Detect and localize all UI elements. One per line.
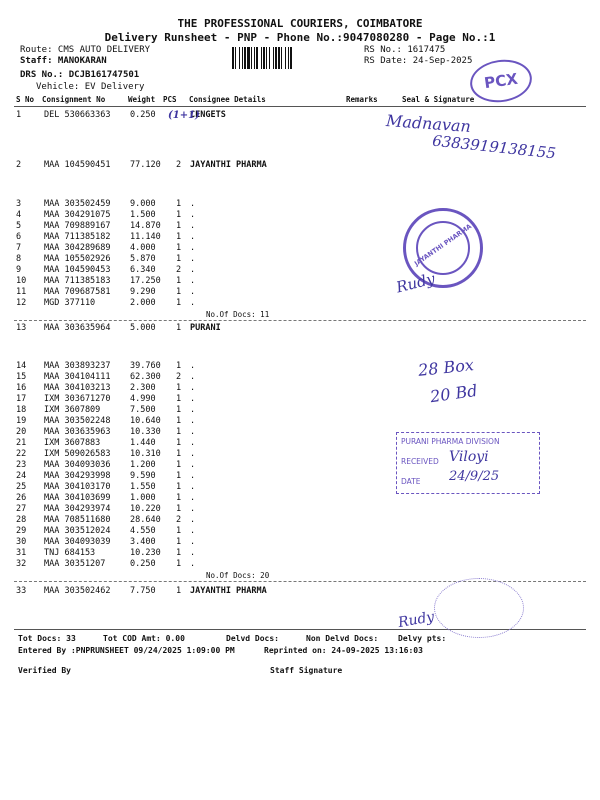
handwritten-boxes-2: 20 Bd [428,380,479,407]
row-pcs: 2 [176,160,182,170]
row-consignee: . [190,504,196,514]
row-weight: 5.870 [130,254,156,264]
row-sno: 23 [16,460,27,470]
row-consignment-no: MAA 709889167 [44,221,111,231]
row-weight: 10.330 [130,427,161,437]
route-label: Route: CMS AUTO DELIVERY [20,45,151,55]
table-row [0,537,600,548]
row-consignee: . [190,383,196,393]
row-sno: 16 [16,383,27,393]
row-consignment-no: MAA 304093039 [44,537,111,547]
row-consignment-no: MAA 304103170 [44,482,111,492]
barcode [232,47,360,69]
table-row [0,416,600,427]
col-sno: S No [16,95,35,104]
row-consignee: . [190,493,196,503]
row-pcs: 1 [176,548,182,558]
row-consignee: . [190,254,196,264]
footer-non-delvd: Non Delvd Docs: [306,634,379,643]
runsheet-subtitle: Delivery Runsheet - PNP - Phone No.:9047080280 - Page No.:1 [104,31,496,44]
row-consignee: . [190,482,196,492]
row-consignment-no: MAA 304289689 [44,243,111,253]
row-pcs: 1 [176,471,182,481]
row-weight: 1.440 [130,438,156,448]
table-row [0,548,600,559]
row-sno: 6 [16,232,22,242]
row-pcs: 1 [176,199,182,209]
row-sno: 4 [16,210,22,220]
row-pcs: 2 [176,372,182,382]
row-consignment-no: MAA 105502926 [44,254,111,264]
jayanthi-seal-text: JAYANTHI PHARMA [412,222,474,268]
row-pcs: 1 [176,394,182,404]
row-consignee: . [190,287,196,297]
row-pcs: 1 [176,383,182,393]
row-consignment-no: MAA 30351207 [44,559,106,569]
row-sno: 1 [16,110,22,120]
row-consignee: . [190,416,196,426]
table-row [0,323,600,334]
row1-pcs-note: (1+1) [168,110,200,121]
row-consignment-no: MAA 304093036 [44,460,111,470]
row-sno: 8 [16,254,22,264]
row-weight: 2.300 [130,383,156,393]
row-consignment-no: MAA 303635964 [44,323,111,333]
row-sno: 5 [16,221,22,231]
table-row [0,265,600,276]
row-pcs: 1 [176,482,182,492]
group-note-1: No.Of Docs: 11 [206,310,270,319]
row-sno: 9 [16,265,22,275]
row-weight: 1.550 [130,482,156,492]
row-weight: 28.640 [130,515,161,525]
row-consignee: . [190,298,196,308]
row-sno: 7 [16,243,22,253]
footer-tot-docs: Tot Docs: 33 [18,634,76,643]
row-weight: 10.310 [130,449,161,459]
row-consignee: JAYANTHI PHARMA [190,586,267,596]
row-consignee: . [190,438,196,448]
pcx-stamp: PCX [467,56,534,106]
row-consignee: . [190,449,196,459]
row-sno: 27 [16,504,27,514]
row-sno: 29 [16,526,27,536]
staff-signature: Staff Signature [270,666,343,675]
col-consignment: Consignment No [42,95,106,104]
signature-2: Rudy [396,608,436,632]
row-pcs: 1 [176,449,182,459]
table-row [0,160,600,171]
row-weight: 2.000 [130,298,156,308]
handwritten-boxes: 28 Box [417,355,475,380]
row-consignee: . [190,537,196,547]
row-sno: 19 [16,416,27,426]
row-weight: 4.550 [130,526,156,536]
rs-number: RS No.: 1617475 [364,45,446,55]
row-sno: 20 [16,427,27,437]
row-consignee: . [190,361,196,371]
footer-delvy-pts: Delvy pts: [398,634,447,643]
row-consignment-no: MAA 304291075 [44,210,111,220]
purani-stamp-date-value: 24/9/25 [449,469,500,484]
row-weight: 3.400 [130,537,156,547]
row-weight: 6.340 [130,265,156,275]
row-weight: 10.220 [130,504,161,514]
table-row [0,287,600,298]
row-consignee: . [190,548,196,558]
table-row [0,383,600,394]
row-consignee: . [190,394,196,404]
row-consignee: . [190,221,196,231]
row-weight: 39.760 [130,361,161,371]
row-pcs: 1 [176,210,182,220]
table-row [0,405,600,416]
row-sno: 26 [16,493,27,503]
row-sno: 15 [16,372,27,382]
row-sno: 24 [16,471,27,481]
row-pcs: 1 [176,298,182,308]
row-weight: 0.250 [130,559,156,569]
row-sno: 3 [16,199,22,209]
purani-stamp-received-label: RECEIVED [401,457,439,466]
row-pcs: 1 [176,504,182,514]
row-consignment-no: IXM 3607809 [44,405,101,415]
footer-entered-by: Entered By :PNPRUNSHEET 09/24/2025 1:09:00 PM [18,646,235,655]
row-weight: 1.000 [130,493,156,503]
row-sno: 11 [16,287,27,297]
row-pcs: 1 [176,254,182,264]
purani-stamp [396,432,540,494]
footer-reprinted: Reprinted on: 24-09-2025 13:16:03 [264,646,423,655]
row-weight: 62.300 [130,372,161,382]
row-pcs: 1 [176,559,182,569]
row-sno: 31 [16,548,27,558]
row-weight: 0.250 [130,110,156,120]
staff-label: Staff: MANOKARAN [20,56,107,66]
row-pcs: 1 [176,460,182,470]
row-consignee: . [190,265,196,275]
row-consignee: . [190,372,196,382]
row-sno: 13 [16,323,27,333]
handwritten-phone: 6383919138155 [431,131,557,163]
table-row [0,526,600,537]
row-pcs: 1 [176,323,182,333]
row-weight: 10.640 [130,416,161,426]
row-consignment-no: MAA 104590451 [44,160,111,170]
header-divider [14,106,586,107]
table-row [0,298,600,309]
row-consignment-no: MAA 304104111 [44,372,111,382]
row-pcs: 1 [176,526,182,536]
row-sno: 14 [16,361,27,371]
row-consignment-no: IXM 3607883 [44,438,101,448]
row-consignment-no: MAA 303893237 [44,361,111,371]
signature-1: Rudy [394,269,437,297]
table-row [0,504,600,515]
row-weight: 4.000 [130,243,156,253]
row-sno: 25 [16,482,27,492]
row-weight: 1.500 [130,210,156,220]
row-pcs: 1 [176,243,182,253]
row-consignment-no: MAA 711385183 [44,276,111,286]
row-consignment-no: TNJ 684153 [44,548,96,558]
row-pcs: 1 [176,586,182,596]
table-row [0,221,600,232]
purani-stamp-title: PURANI PHARMA DIVISION [401,437,500,446]
table-row [0,361,600,372]
footer-delvd: Delvd Docs: [226,634,279,643]
row-sno: 12 [16,298,27,308]
row-consignee: . [190,243,196,253]
row-consignment-no: MAA 303502459 [44,199,111,209]
row-consignment-no: MAA 708511680 [44,515,111,525]
row-consignment-no: MAA 304103699 [44,493,111,503]
col-remarks: Remarks [346,95,378,104]
row-consignee: . [190,559,196,569]
group-divider-1 [14,320,586,321]
col-pcs: PCS [163,95,177,104]
row-consignee: . [190,515,196,525]
row-consignee: . [190,199,196,209]
row-sno: 22 [16,449,27,459]
row-consignment-no: IXM 303671270 [44,394,111,404]
handwritten-name: Madnavan [385,111,472,136]
row-pcs: 1 [176,537,182,547]
row-weight: 9.590 [130,471,156,481]
table-row [0,199,600,210]
table-row [0,110,600,121]
table-row [0,210,600,221]
table-header [0,95,600,106]
footer-tot-cod: Tot COD Amt: 0.00 [103,634,185,643]
vehicle-label: Vehicle: EV Delivery [36,82,145,92]
table-row [0,372,600,383]
row-consignee: . [190,471,196,481]
group-note-2: No.Of Docs: 20 [206,571,270,580]
row-pcs: 1 [176,416,182,426]
row-consignee: . [190,526,196,536]
row-sno: 2 [16,160,22,170]
row-consignment-no: MAA 711385182 [44,232,111,242]
table-row [0,559,600,570]
row-sno: 28 [16,515,27,525]
row-weight: 7.500 [130,405,156,415]
row-sno: 10 [16,276,27,286]
row-consignment-no: MAA 303512024 [44,526,111,536]
row-consignee: . [190,232,196,242]
row-pcs: 1 [176,276,182,286]
row-consignment-no: IXM 509026583 [44,449,111,459]
row-pcs: 1 [176,361,182,371]
purani-stamp-received-value: Viloyi [449,449,489,465]
row-consignment-no: MAA 709687581 [44,287,111,297]
row-sno: 21 [16,438,27,448]
col-weight: Weight [128,95,156,104]
row-weight: 5.000 [130,323,156,333]
row-consignee: . [190,460,196,470]
row-consignment-no: MAA 104590453 [44,265,111,275]
row-pcs: 2 [176,265,182,275]
row-consignee: PURANI [190,323,221,333]
row-consignee: . [190,210,196,220]
table-row [0,276,600,287]
purani-stamp-date-label: DATE [401,477,421,486]
row-weight: 9.290 [130,287,156,297]
row-consignment-no: MAA 303502462 [44,586,111,596]
verified-by: Verified By [18,666,71,675]
table-row [0,232,600,243]
row-sno: 30 [16,537,27,547]
row-consignment-no: MAA 303502248 [44,416,111,426]
row-weight: 7.750 [130,586,156,596]
col-seal: Seal & Signature [402,95,475,104]
row-consignment-no: MAA 304293974 [44,504,111,514]
table-row [0,515,600,526]
row-weight: 10.230 [130,548,161,558]
row-consignment-no: MAA 303635963 [44,427,111,437]
row-pcs: 1 [176,287,182,297]
row-consignment-no: DEL 530663363 [44,110,111,120]
table-row [0,394,600,405]
row-consignment-no: MGD 377110 [44,298,96,308]
row-weight: 11.140 [130,232,161,242]
rs-date: RS Date: 24-Sep-2025 [364,56,473,66]
row-consignment-no: MAA 304103213 [44,383,111,393]
row-pcs: 2 [176,515,182,525]
row-consignment-no: MAA 304293998 [44,471,111,481]
drs-label: DRS No.: DCJB161747501 [20,70,140,80]
table-row [0,493,600,504]
row-consignee: . [190,427,196,437]
col-consignee: Consignee Details [189,95,266,104]
row-sno: 18 [16,405,27,415]
row-weight: 77.120 [130,160,161,170]
row-weight: 4.990 [130,394,156,404]
company-title: THE PROFESSIONAL COURIERS, COIMBATORE [177,17,423,30]
row-sno: 32 [16,559,27,569]
table-row [0,254,600,265]
row-consignee: . [190,405,196,415]
table-row [0,243,600,254]
row-consignee: JAYANTHI PHARMA [190,160,267,170]
row-sno: 33 [16,586,27,596]
row-weight: 1.200 [130,460,156,470]
row-weight: 9.000 [130,199,156,209]
row-pcs: 1 [176,232,182,242]
row-weight: 17.250 [130,276,161,286]
row-pcs: 1 [176,221,182,231]
row-pcs: 1 [176,438,182,448]
row-pcs: 1 [176,405,182,415]
faint-seal [434,578,524,638]
row-consignee: . [190,276,196,286]
row-sno: 17 [16,394,27,404]
row-pcs: 1 [176,493,182,503]
row-weight: 14.870 [130,221,161,231]
row-pcs: 1 [176,427,182,437]
row-consignee: CENGETS [190,110,226,120]
